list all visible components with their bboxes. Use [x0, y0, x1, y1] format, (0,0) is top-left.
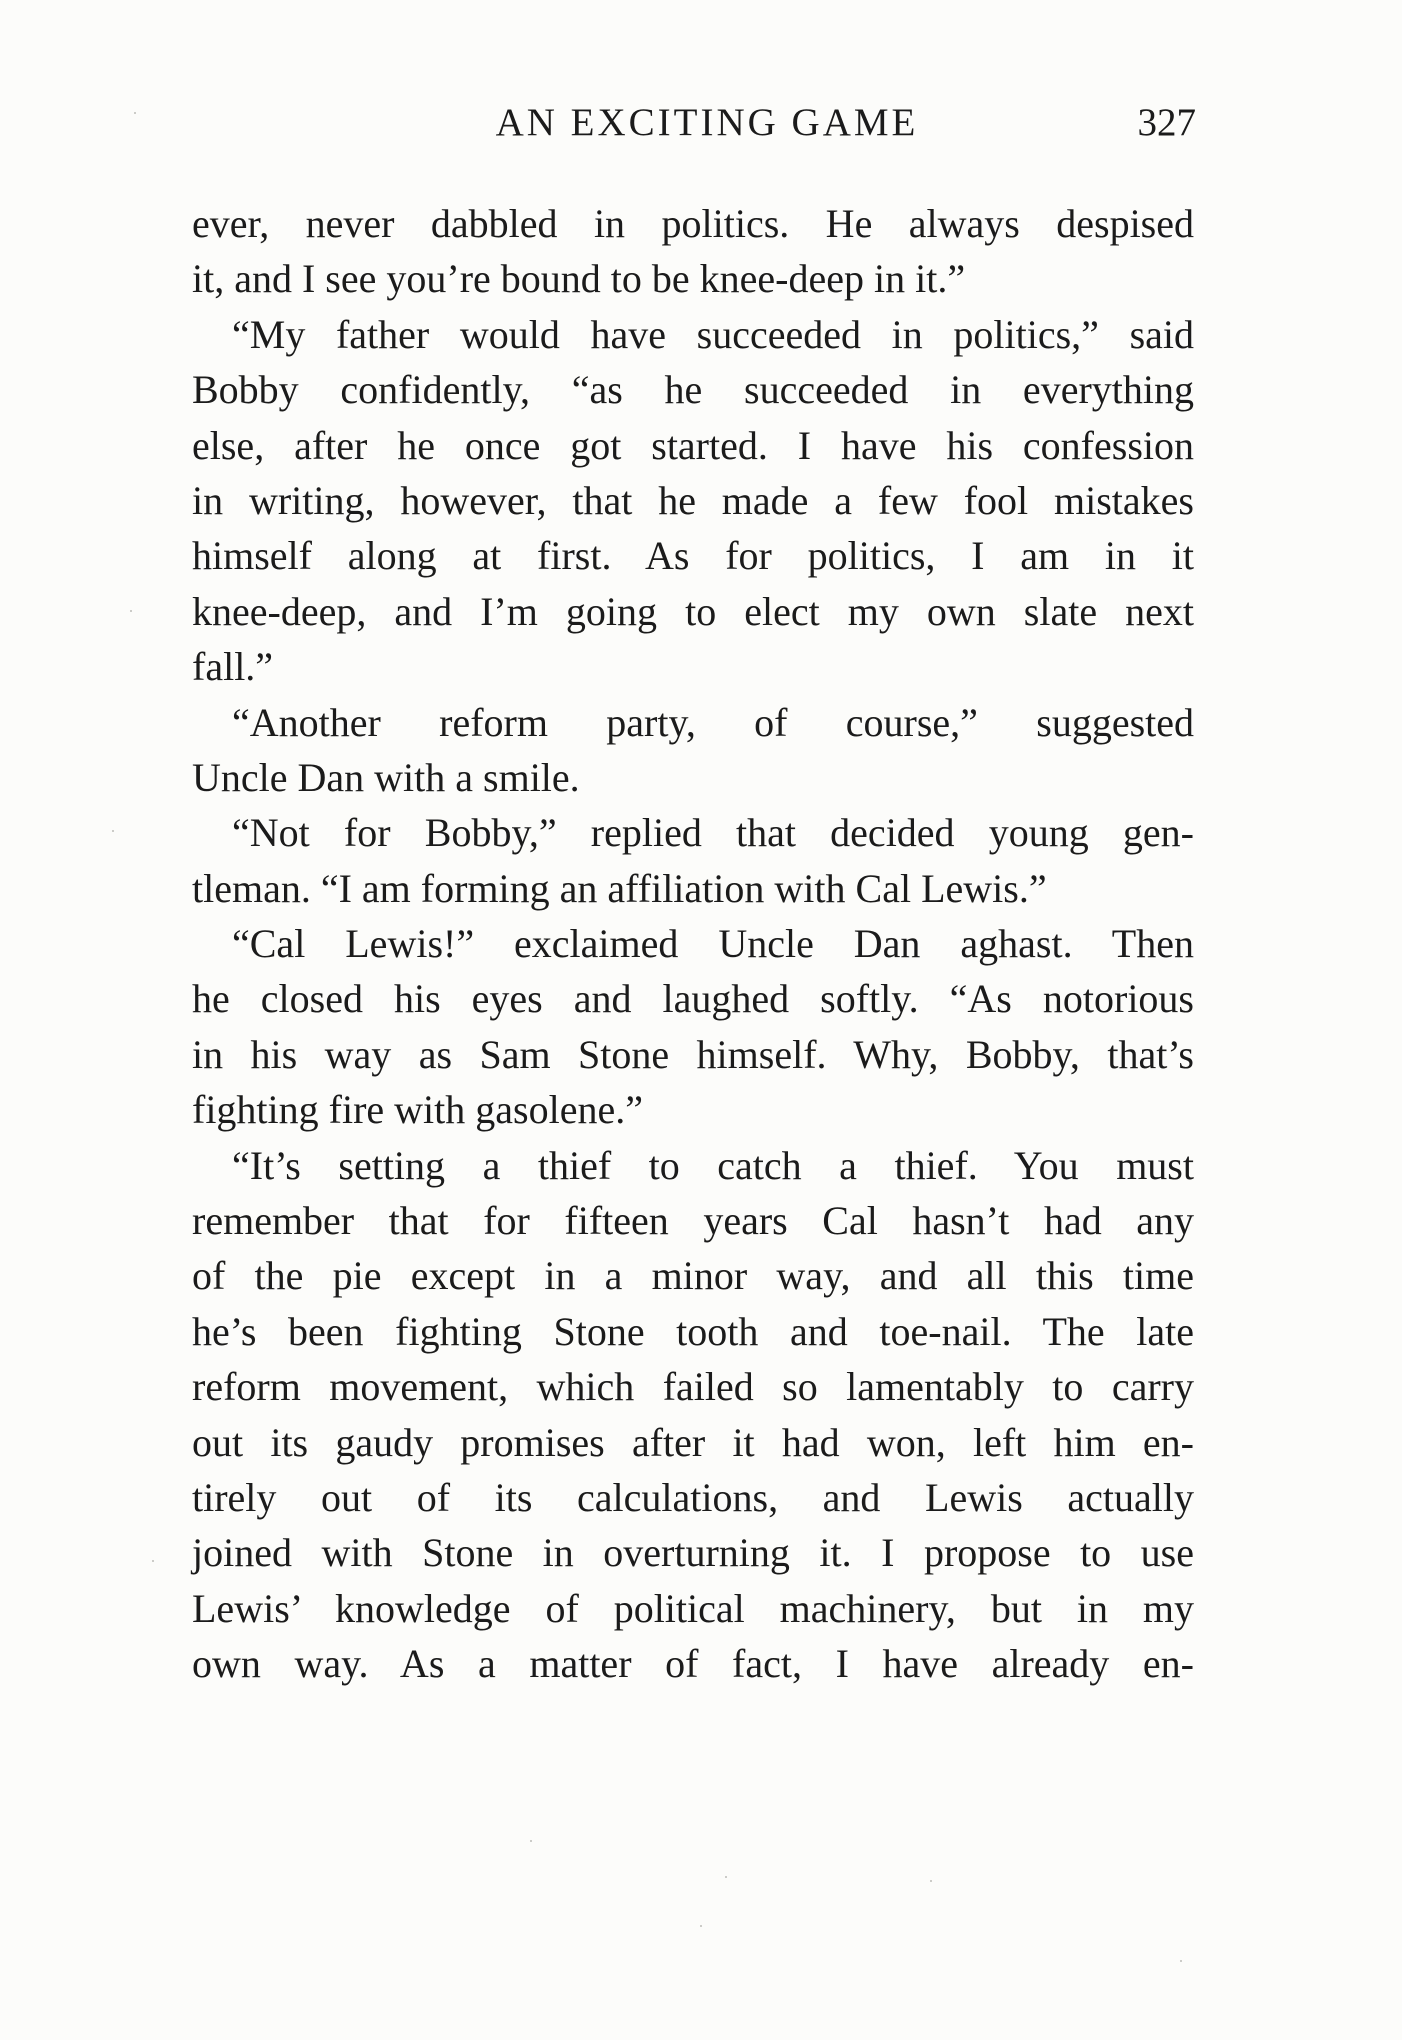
running-title: AN EXCITING GAME — [495, 101, 919, 144]
paper-speck — [134, 112, 136, 114]
text-line: in writing, however, that he made a few fool mistakes — [192, 477, 1194, 523]
text-line: fighting fire with gasolene.” — [192, 1087, 643, 1133]
text-line: in his way as Sam Stone himself. Why, Bobby, that’s — [192, 1031, 1194, 1077]
running-head — [188, 100, 1196, 160]
text-line: knee-deep, and I’m going to elect my own slate next — [192, 588, 1194, 634]
paper-speck — [930, 1880, 932, 1882]
paper-speck — [1180, 1960, 1182, 1962]
text-line: Bobby confidently, “as he succeeded in everything — [192, 367, 1194, 413]
text-line: Lewis’ knowledge of political machinery, but in my — [192, 1585, 1194, 1631]
text-line: himself along at first. As for politics, I am in it — [192, 533, 1194, 579]
paper-speck — [700, 1925, 702, 1927]
text-line: it, and I see you’re bound to be knee-deep in it.” — [192, 256, 966, 302]
paper-speck — [530, 1840, 532, 1842]
text-line: “Not for Bobby,” replied that decided young gen- — [232, 810, 1194, 856]
text-line: Uncle Dan with a smile. — [192, 754, 580, 800]
text-line: he’s been fighting Stone tooth and toe-nail. The late — [192, 1308, 1194, 1354]
paper-speck — [725, 1876, 727, 1878]
text-line: own way. As a matter of fact, I have already en- — [192, 1641, 1194, 1687]
text-line: tirely out of its calculations, and Lewis actually — [192, 1474, 1194, 1520]
text-line: ever, never dabbled in politics. He always despised — [192, 201, 1194, 246]
text-line: joined with Stone in overturning it. I propose to use — [192, 1530, 1194, 1576]
text-line: reform movement, which failed so lamentably to carry — [192, 1364, 1194, 1410]
text-line: tleman. “I am forming an affiliation with Cal Lewis.” — [192, 865, 1047, 911]
text-line: “Cal Lewis!” exclaimed Uncle Dan aghast. Then — [232, 921, 1194, 967]
paper-speck — [130, 610, 132, 612]
text-line: “It’s setting a thief to catch a thief. You must — [232, 1142, 1194, 1188]
body-text — [192, 196, 1194, 1692]
text-line: he closed his eyes and laughed softly. “As notorious — [192, 976, 1194, 1022]
text-line: remember that for fifteen years Cal hasn’t had any — [192, 1198, 1194, 1244]
text-line: “Another reform party, of course,” suggested — [232, 699, 1194, 745]
paper-speck — [152, 1560, 154, 1562]
text-line: else, after he once got started. I have his confession — [192, 422, 1194, 468]
text-line: out its gaudy promises after it had won, left him en- — [192, 1419, 1194, 1465]
paper-speck — [112, 830, 114, 832]
text-line: of the pie except in a minor way, and all this time — [192, 1253, 1194, 1299]
page-number: 327 — [1137, 101, 1196, 144]
text-line: “My father would have succeeded in politics,” said — [232, 311, 1194, 357]
text-line: fall.” — [192, 644, 274, 690]
